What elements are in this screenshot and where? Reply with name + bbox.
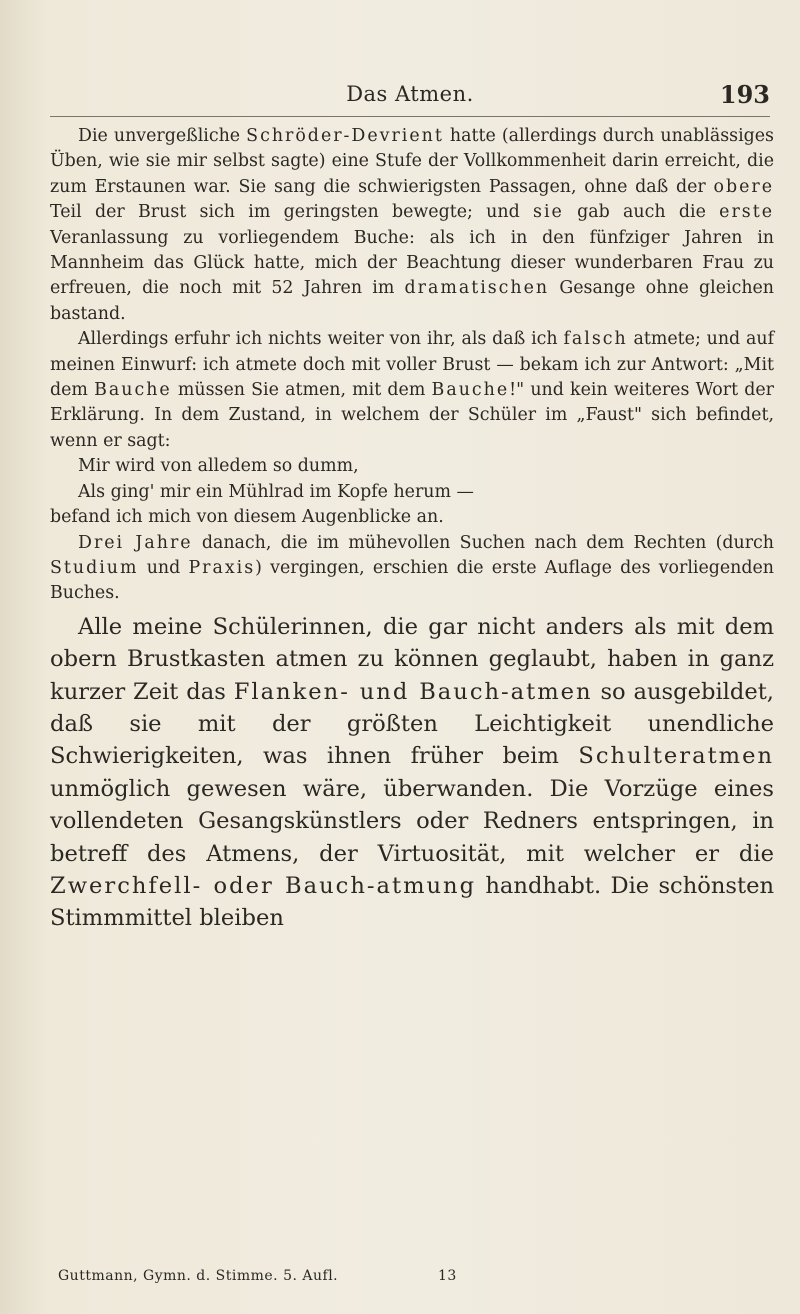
emphasis-drei-jahre: Drei Jahre (78, 532, 193, 553)
text-run: Allerdings erfuhr ich nichts weiter von ihr, als daß ich (78, 329, 564, 350)
small-print-section (50, 124, 774, 607)
emphasis-studium: Studium (50, 557, 139, 578)
paragraph-schroeder (50, 124, 774, 327)
emphasis-obere: obere (713, 176, 774, 197)
footer-citation: Guttmann, Gymn. d. Stimme. 5. Aufl. (58, 1268, 339, 1284)
text-run: gab auch die (563, 202, 720, 223)
text-run: ) vergingen, erschien die erste Auflage des vorliegenden Buches. (50, 557, 774, 604)
paragraph-schuelerinnen (50, 611, 774, 935)
text-run: !" und kein weiteres Wort der Erklärung. In dem Zustand, in welchem der Schüler im „Faust" sich befindet, wenn er sagt: (50, 380, 774, 451)
text-run: Alle meine Schülerinnen, die gar nicht anders als mit dem obern Brustkasten atmen zu können geglaubt, haben in ganz kurzer Zeit das (50, 613, 774, 705)
text-run: danach, die im mühevollen Suchen nach dem Rechten (durch (192, 532, 774, 553)
text-run: Veranlassung zu vorliegendem Buche: als ich in den fünfziger Jahren in Mannheim das Glück hatte, mich der Beachtung dieser wunderbaren Frau zu erfreuen, die noch mit 52 Jahren im (50, 227, 774, 299)
paragraph-continuation: befand ich mich von diesem Augenblicke an. (50, 507, 444, 528)
signature-mark: 13 (438, 1268, 457, 1284)
emphasis-bauche: Bauche (431, 380, 510, 401)
text-run: Teil der Brust sich im geringsten bewegte; und (50, 202, 534, 223)
text-run: hatte (allerdings durch unablässiges Üben, wie sie mir selbst sagte) eine Stufe der Vollkommenheit darin erreicht, die zum Erstaunen war. Sie sang die schwierigsten Passagen, ohne daß der (50, 126, 774, 197)
paragraph-drei-jahre (50, 531, 774, 607)
verse-line: Mir wird von alledem so dumm, (78, 456, 359, 477)
footer (58, 1268, 758, 1284)
running-title: Das Atmen. (346, 82, 474, 106)
emphasis-praxis: Praxis (188, 557, 256, 578)
text-run: handhabt. Die schönsten Stimmmittel bleiben (50, 872, 775, 932)
emphasis-falsch: falsch (563, 329, 628, 350)
emphasis-sie: sie (533, 202, 564, 223)
running-header (50, 76, 770, 117)
emphasis-bauche: Bauche (94, 380, 172, 401)
text-run: Gesange ohne gleichen bastand. (50, 278, 775, 324)
emphasis-zwerchfell: Zwerchfell- oder Bauch-atmung (50, 872, 477, 899)
text-run: müssen Sie atmen, mit dem (171, 380, 432, 401)
emphasis-name: Schröder-Devrient (246, 126, 444, 146)
text-run: so ausgebildet, daß sie mit der größten Leichtigkeit unendliche Schwierigkeiten, was ihnen früher beim (50, 678, 774, 770)
large-print-section (50, 611, 774, 935)
emphasis-erste: erste (719, 202, 774, 223)
text-run: unmöglich gewesen wäre, überwanden. Die Vorzüge eines vollendeten Gesangskünstlers oder Redners entspringen, in betreff des Atmens, der Virtuosität, mit welcher er die (50, 775, 774, 867)
text-run: Die unvergeßliche (78, 126, 247, 146)
page-number: 193 (719, 80, 770, 109)
paragraph-allerdings (50, 327, 774, 454)
page-body (50, 124, 774, 935)
text-run: atmete; und auf meinen Einwurf: ich atmete doch mit voller Brust — bekam ich zur Antwort: „Mit dem (50, 329, 775, 401)
verse-line: Als ging' mir ein Mühlrad im Kopfe herum — (78, 481, 474, 502)
text-run: und (138, 557, 189, 578)
emphasis-dramatischen: dramatischen (404, 278, 550, 299)
emphasis-schulteratmen: Schulteratmen (578, 743, 774, 770)
emphasis-flanken-bauch: Flanken- und Bauch-atmen (233, 678, 593, 705)
